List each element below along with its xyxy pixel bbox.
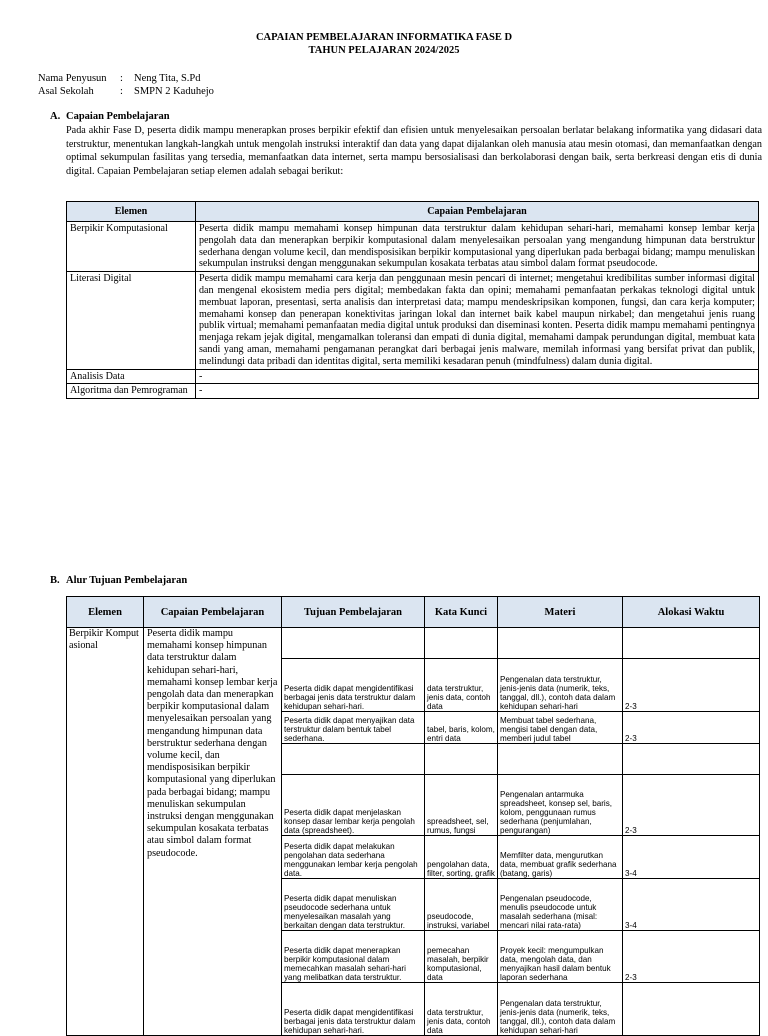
elemen-cell: Algoritma dan Pemrograman	[67, 384, 196, 399]
tujuan-cell: Peserta didik dapat menerapkan berpikir komputasional dalam memecahkan masalah sehari-hari yang melibatkan data terstruktur.	[282, 931, 425, 983]
alokasi-cell: 3-4	[623, 836, 760, 879]
section-a-number: A.	[50, 111, 61, 122]
materi-cell: Proyek kecil: mengumpulkan data, mengolah data, dan menyajikan hasil dalam bentuk laporan sederhana	[498, 931, 623, 983]
alur-capaian-cell: Peserta didik mampu memahami konsep himpunan data terstruktur dalam kehidupan sehari-hari, memahami konsep lembar kerja pengolah data dan menerapkan berpikir komputasional dalam menyelesaikan persoalan yang mengandung himpunan data berstruktur sederhana dengan volume kecil, dan mendisposisikan berpikir komputasional yang diperlukan pada berbagai bidang; mampu menuliskan sekumpulan instruksi dengan menggunakan sekumpulan kosakata terbatas atau simbol dalam format pseudocode.	[144, 628, 282, 1036]
alokasi-cell: 2-3	[623, 659, 760, 712]
tujuan-cell: Peserta didik dapat mengidentifikasi berbagai jenis data terstruktur dalam kehidupan sehari-hari.	[282, 983, 425, 1036]
materi-cell	[498, 744, 623, 775]
kata-kunci-cell: spreadsheet, sel, rumus, fungsi	[425, 775, 498, 836]
school-value: SMPN 2 Kaduhejo	[134, 86, 214, 97]
tujuan-cell: Peserta didik dapat menyajikan data terstruktur dalam bentuk tabel sederhana.	[282, 712, 425, 744]
section-b-number: B.	[50, 575, 60, 586]
tujuan-cell: Peserta didik dapat menjelaskan konsep dasar lembar kerja pengolah data (spreadsheet).	[282, 775, 425, 836]
tujuan-cell: Peserta didik dapat menuliskan pseudocode sederhana untuk menyelesaikan masalah yang berkaitan dengan data terstruktur.	[282, 879, 425, 931]
alokasi-cell: 3-4	[623, 879, 760, 931]
alur-elemen-cell: Berpikir Komputasional	[67, 628, 144, 1036]
materi-cell: Pengenalan pseudocode, menulis pseudocode untuk masalah sederhana (misal: mencari nilai rata-rata)	[498, 879, 623, 931]
capaian-table-header	[67, 202, 759, 222]
document-meta	[38, 72, 214, 98]
kata-kunci-cell: pseudocode, instruksi, variabel	[425, 879, 498, 931]
tujuan-cell: Peserta didik dapat melakukan pengolahan data sederhana menggunakan lembar kerja pengolah data.	[282, 836, 425, 879]
section-a-heading	[50, 111, 170, 122]
section-b-heading	[50, 575, 187, 586]
header-kata-kunci: Kata Kunci	[425, 597, 498, 628]
school-label: Asal Sekolah	[38, 86, 94, 97]
capaian-cell: -	[196, 369, 759, 384]
materi-cell: Membuat tabel sederhana, mengisi tabel dengan data, memberi judul tabel	[498, 712, 623, 744]
kata-kunci-cell: data terstruktur, jenis data, contoh data	[425, 983, 498, 1036]
materi-cell: Memfilter data, mengurutkan data, membuat grafik sederhana (batang, garis)	[498, 836, 623, 879]
capaian-cell: Peserta didik mampu memahami cara kerja dan penggunaan mesin pencari di internet; mengetahui kredibilitas sumber informasi digital dan mengenal ekosistem media pers digital; membedakan fakta dan opini; memahami pemanfaatan perkakas teknologi digital untuk membuat laporan, presentasi, serta analisis dan interpretasi data; mampu mendeskripsikan komponen, fungsi, dan cara kerja komputer; memahami konsep dan penerapan konektivitas jaringan lokal dan internet baik kabel maupun nirkabel; dan mengetahui jenis ruang publik virtual; memahami pemanfaatan media digital untuk produksi dan diseminasi konten. Peserta didik mampu memahami pentingnya menjaga rekam jejak digital, mengamalkan toleransi dan empati di dunia digital, memahami dampak perundungan digital, membuat kata sandi yang aman, memahami pengamanan perangkat dari berbagai jenis malware, memilah informasi yang bersifat privat dan publik, melindungi data pribadi dan identitas digital, serta memiliki kesadaran penuh (mindfulness) dalam dunia digital.	[196, 272, 759, 369]
alokasi-cell	[623, 744, 760, 775]
alur-tujuan-table	[66, 596, 760, 1036]
kata-kunci-cell: tabel, baris, kolom, entri data	[425, 712, 498, 744]
kata-kunci-cell	[425, 744, 498, 775]
alokasi-cell: 2-3	[623, 775, 760, 836]
table-row	[67, 369, 759, 384]
tujuan-cell	[282, 628, 425, 659]
meta-colon: :	[120, 73, 123, 84]
author-value: Neng Tita, S.Pd	[134, 73, 201, 84]
table-row	[67, 272, 759, 369]
title-line-1: CAPAIAN PEMBELAJARAN INFORMATIKA FASE D	[255, 32, 513, 43]
materi-cell: Pengenalan data terstruktur, jenis-jenis data (numerik, teks, tanggal, dll.), contoh data dalam kehidupan sehari-hari	[498, 983, 623, 1036]
header-capaian: Capaian Pembelajaran	[144, 597, 282, 628]
materi-cell: Pengenalan antarmuka spreadsheet, konsep sel, baris, kolom, penggunaan rumus sederhana (penjumlahan, pengurangan)	[498, 775, 623, 836]
meta-author-row	[38, 72, 214, 85]
header-tujuan: Tujuan Pembelajaran	[282, 597, 425, 628]
table-row	[67, 628, 760, 659]
materi-cell: Pengenalan data terstruktur, jenis-jenis data (numerik, teks, tanggal, dll.), contoh data dalam kehidupan sehari-hari	[498, 659, 623, 712]
table-row	[67, 384, 759, 399]
kata-kunci-cell: pemecahan masalah, berpikir komputasional, data	[425, 931, 498, 983]
meta-school-row	[38, 85, 214, 98]
alokasi-cell	[623, 628, 760, 659]
author-label: Nama Penyusun	[38, 73, 107, 84]
tujuan-cell: Peserta didik dapat mengidentifikasi berbagai jenis data terstruktur dalam kehidupan sehari-hari.	[282, 659, 425, 712]
elemen-cell: Berpikir Komputasional	[67, 222, 196, 272]
capaian-cell: Peserta didik mampu memahami konsep himpunan data terstruktur dalam kehidupan sehari-hari, memahami konsep lembar kerja pengolah data dan menerapkan berpikir komputasional dalam menyelesaikan persoalan yang mengandung himpunan data berstruktur sederhana dengan volume kecil, dan mendisposisikan berpikir komputasional yang diperlukan pada berbagai bidang; mampu menuliskan sekumpulan instruksi dengan menggunakan sekumpulan kosakata terbatas atau simbol dalam format pseudocode.	[196, 222, 759, 272]
header-elemen: Elemen	[67, 202, 196, 222]
section-b-title: Alur Tujuan Pembelajaran	[66, 575, 188, 586]
alur-table-header	[67, 597, 760, 628]
capaian-cell: -	[196, 384, 759, 399]
table-row	[67, 222, 759, 272]
header-materi: Materi	[498, 597, 623, 628]
alokasi-cell: 2-3	[623, 712, 760, 744]
elemen-cell: Analisis Data	[67, 369, 196, 384]
kata-kunci-cell: data terstruktur, jenis data, contoh data	[425, 659, 498, 712]
section-a-paragraph: Pada akhir Fase D, peserta didik mampu menerapkan proses berpikir efektif dan efisien untuk menyelesaikan persoalan berlatar belakang informatika yang didasari data terstruktur, menentukan langkah-langkah untuk mengolah instruksi interaktif dan data yang dapat dijalankan oleh manusia atau mesin otomasi, dan memanfaatkan dengan optimal sekumpulan fasilitas yang tersedia, memanfaatkan data internet, serta mampu bersosialisasi dan berkolaborasi dengan baik, serta berkreasi dengan etis di dunia digital. Capaian Pembelajaran setiap elemen adalah sebagai berikut:	[66, 125, 762, 177]
header-alokasi: Alokasi Waktu	[623, 597, 760, 628]
alokasi-cell: 2-3	[623, 931, 760, 983]
kata-kunci-cell: pengolahan data, filter, sorting, grafik	[425, 836, 498, 879]
header-capaian: Capaian Pembelajaran	[196, 202, 759, 222]
capaian-table	[66, 201, 759, 399]
tujuan-cell	[282, 744, 425, 775]
header-elemen: Elemen	[67, 597, 144, 628]
alokasi-cell	[623, 983, 760, 1036]
title-line-2: TAHUN PELAJARAN 2024/2025	[308, 45, 460, 56]
section-a-title: Capaian Pembelajaran	[66, 111, 170, 122]
elemen-cell: Literasi Digital	[67, 272, 196, 369]
kata-kunci-cell	[425, 628, 498, 659]
document-title	[0, 31, 768, 57]
meta-colon: :	[120, 86, 123, 97]
materi-cell	[498, 628, 623, 659]
